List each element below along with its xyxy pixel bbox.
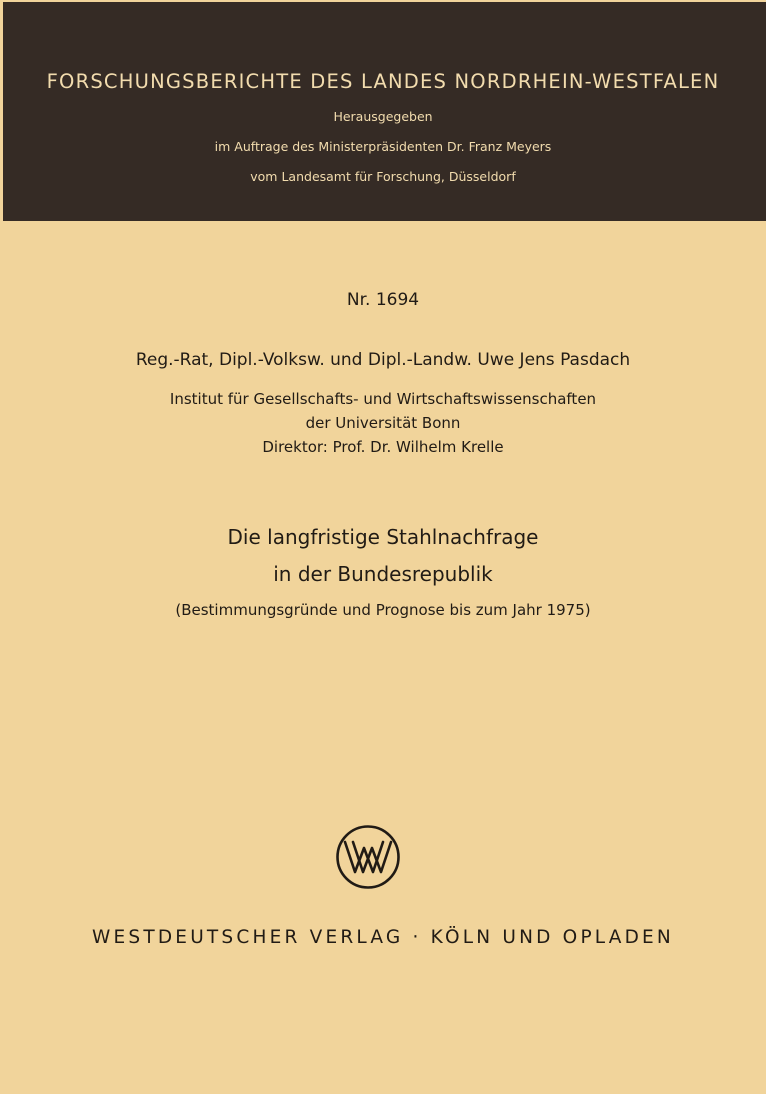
book-title-line-1: Die langfristige Stahlnachfrage (227, 525, 539, 549)
publisher-logo-graphic (335, 824, 401, 890)
book-subtitle: (Bestimmungsgründe und Prognose bis zum Jahr 1975) (175, 601, 591, 619)
author-line: Reg.-Rat, Dipl.-Volksw. und Dipl.-Landw. Uwe Jens Pasdach (135, 350, 631, 370)
header-commission-line: im Auftrage des Ministerpräsidenten Dr. Franz Meyers (214, 139, 552, 154)
header-office-line: vom Landesamt für Forschung, Düsseldorf (250, 169, 516, 184)
institute-director: Direktor: Prof. Dr. Wilhelm Krelle (262, 438, 504, 456)
series-title: FORSCHUNGSBERICHTE DES LANDES NORDRHEIN-WESTFALEN (46, 70, 720, 93)
report-number: Nr. 1694 (346, 290, 420, 310)
institute-name: Institut für Gesellschafts- und Wirtschaftswissenschaften (169, 390, 597, 408)
book-title-line-2: in der Bundesrepublik (273, 562, 493, 586)
university-name: der Universität Bonn (305, 414, 461, 432)
header-editor-label: Herausgegeben (333, 109, 433, 124)
publisher-line: WESTDEUTSCHER VERLAG · KÖLN UND OPLADEN (92, 927, 674, 948)
publisher-logo-icon (335, 824, 401, 890)
